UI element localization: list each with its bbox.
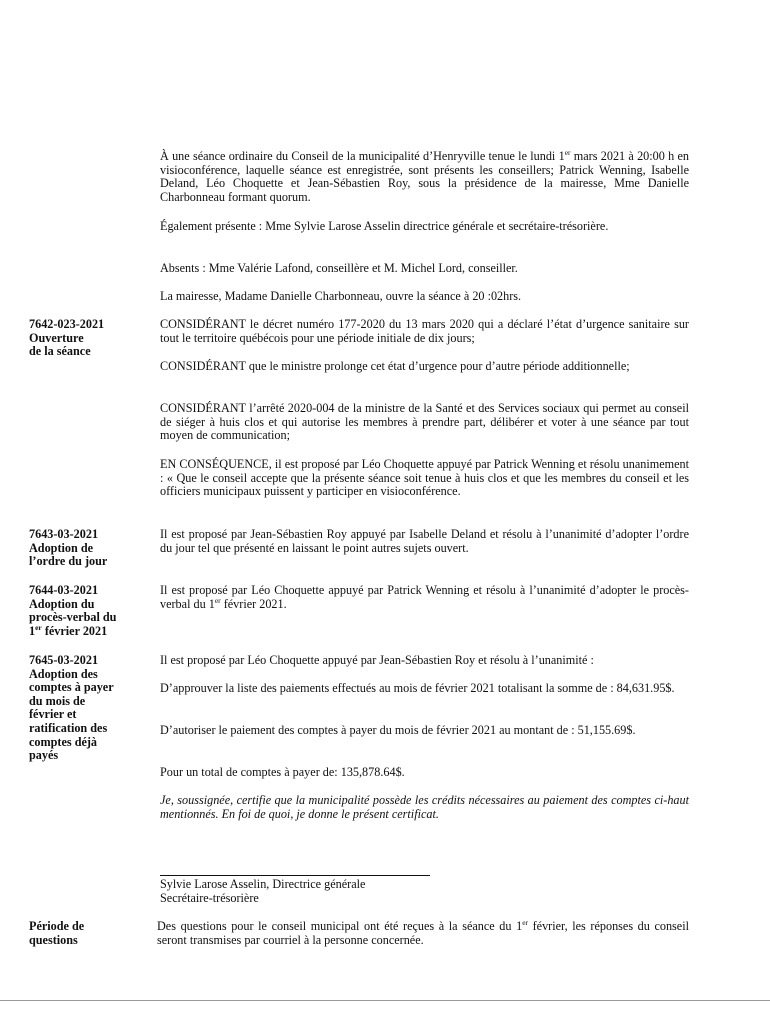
- resolution-title: de la séance: [29, 344, 91, 359]
- res1-considerant-1: CONSIDÉRANT le décret numéro 177-2020 du 13 mars 2020 qui a déclaré l’état d’urgence sanitaire sur tout le territoire québécois pour une période initiale de dix jours;: [160, 317, 689, 345]
- resolution-title: comptes à payer: [29, 680, 114, 695]
- res4-certificate: Je, soussignée, certifie que la municipalité possède les crédits nécessaires au paiement des comptes ci-haut mentionnés. En foi de quoi, je donne le présent certificat.: [160, 793, 689, 821]
- res1-consequence: EN CONSÉQUENCE, il est proposé par Léo Choquette appuyé par Patrick Wenning et résolu unanimement : « Que le conseil accepte que la présente séance soit tenue à huis clos et que les membres du conseil et les officiers municipaux puissent y participer en visioconférence.: [160, 457, 689, 499]
- questions-text: Des questions pour le conseil municipal ont été reçues à la séance du 1er février, les réponses du conseil seront transmises par courriel à la personne concernée.: [157, 918, 689, 947]
- present-paragraph: Également présente : Mme Sylvie Larose Asselin directrice générale et secrétaire-trésorière.: [160, 219, 609, 233]
- ordinal-suffix: er: [214, 595, 221, 605]
- res4-to-pay: D’autoriser le paiement des comptes à payer du mois de février 2021 au montant de : 51,155.69$.: [160, 723, 636, 737]
- resolution-title: du mois de: [29, 693, 86, 708]
- ordinal-suffix: er: [35, 622, 42, 632]
- intro-text: À une séance ordinaire du Conseil de la municipalité d’Henryville tenue le lundi 1: [160, 149, 565, 163]
- resolution-title: février et: [29, 707, 77, 722]
- section-title: questions: [29, 932, 78, 947]
- res2-text: Il est proposé par Jean-Sébastien Roy appuyé par Isabelle Deland et résolu à l’unanimité d’adopter l’ordre du jour tel que présenté en laissant le point autres sujets ouvert.: [160, 527, 689, 555]
- res1-considerant-3: CONSIDÉRANT l’arrêté 2020-004 de la ministre de la Santé et des Services sociaux qui permet au conseil de siéger à huis clos et qui autorise les membres à prendre part, délibérer et voter à une séance par tout moyen de communication;: [160, 401, 689, 443]
- res3-text: Il est proposé par Léo Choquette appuyé par Patrick Wenning et résolu à l’unanimité d’adopter le procès-verbal du 1er février 2021.: [160, 583, 689, 611]
- opening-paragraph: La mairesse, Madame Danielle Charbonneau, ouvre la séance à 20 :02hrs.: [160, 289, 522, 303]
- ordinal-suffix: er: [564, 148, 571, 157]
- section-title: Période de: [29, 919, 85, 933]
- resolution-label-7645: [29, 654, 144, 763]
- signatory-role: Secrétaire-trésorière: [160, 890, 259, 905]
- res4-total: Pour un total de comptes à payer de: 135,878.64$.: [160, 765, 405, 779]
- resolution-title: comptes déjà: [29, 734, 98, 749]
- resolution-label-7643: [29, 528, 144, 569]
- resolution-title: Adoption de: [29, 540, 94, 555]
- page-bottom-divider: [0, 1000, 770, 1001]
- resolution-title: l’ordre du jour: [29, 554, 108, 569]
- resolution-title: ratification des: [29, 720, 108, 735]
- resolution-title: payés: [29, 748, 59, 763]
- res4-paid-list: D’approuver la liste des paiements effectués au mois de février 2021 totalisant la somme de : 84,631.95$.: [160, 681, 675, 695]
- intro-text-cont: mars 2021 à 20:00 h en visioconférence, laquelle séance est enregistrée, sont présents les conseillers; Patrick Wenning, Isabelle Deland, Léo Choquette et Jean-Sébastien Roy, sous la présidence de la mairesse, Mme Danielle Charbonneau formant quorum.: [160, 149, 689, 204]
- ordinal-suffix: er: [522, 918, 529, 927]
- resolution-title: Adoption des: [29, 666, 98, 681]
- resolution-number: 7642-023-2021: [29, 317, 105, 331]
- signature-line: [160, 875, 430, 876]
- resolution-number: 7643-03-2021: [29, 527, 99, 541]
- signature-block: [160, 878, 689, 905]
- resolution-title: Ouverture: [29, 330, 84, 345]
- resolution-number: 7645-03-2021: [29, 653, 99, 667]
- res1-considerant-2: CONSIDÉRANT que le ministre prolonge cet état d’urgence pour d’autre période additionnelle;: [160, 359, 630, 373]
- resolution-title: procès-verbal du: [29, 610, 117, 625]
- resolution-label-7644: [29, 584, 144, 638]
- signatory-name: Sylvie Larose Asselin, Directrice générale: [160, 877, 366, 891]
- resolution-number: 7644-03-2021: [29, 583, 99, 597]
- res4-proposal: Il est proposé par Léo Choquette appuyé par Jean-Sébastien Roy et résolu à l’unanimité :: [160, 653, 594, 667]
- questions-label: [29, 920, 144, 947]
- intro-paragraph: [160, 150, 689, 204]
- resolution-title: 1er février 2021: [29, 622, 108, 638]
- absents-paragraph: Absents : Mme Valérie Lafond, conseillère et M. Michel Lord, conseiller.: [160, 261, 518, 275]
- resolution-label-7642: [29, 318, 144, 359]
- resolution-title: Adoption du: [29, 596, 95, 611]
